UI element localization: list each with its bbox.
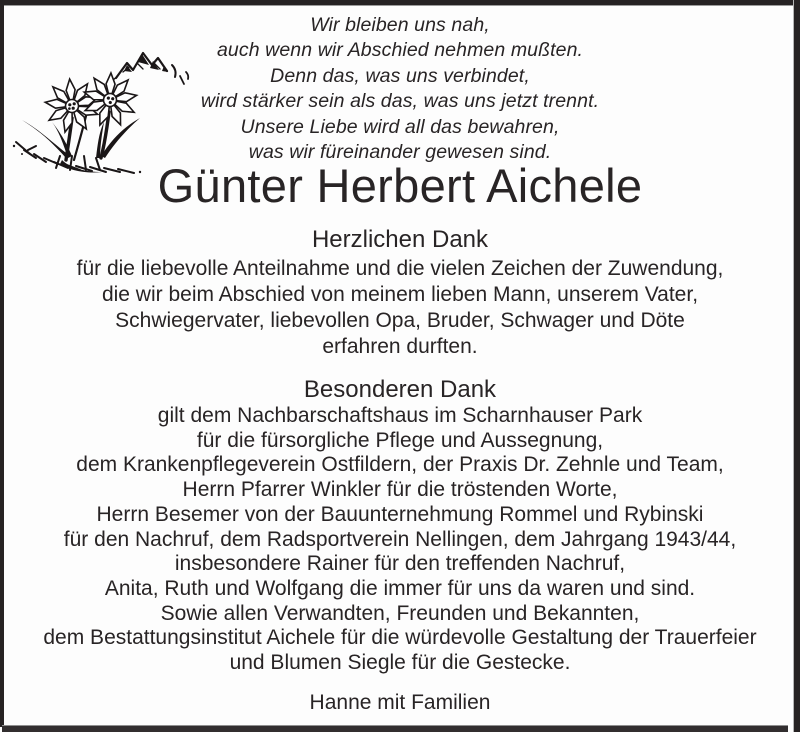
frame-border-bottom <box>2 725 788 732</box>
deceased-name: Günter Herbert Aichele <box>157 159 643 212</box>
paragraph-line: Anita, Ruth und Wolfgang die immer für uns da waren und sind. <box>104 576 696 600</box>
paragraph-line: für den Nachruf, dem Radsportverein Nellingen, dem Jahrgang 1943/44, <box>63 527 737 551</box>
paragraph-line: für die liebevolle Anteilnahme und die vielen Zeichen der Zuwendung, <box>76 257 724 280</box>
mourners-signature: Hanne mit Familien <box>309 691 491 714</box>
poem-line: Wir bleiben uns nah, <box>310 14 490 36</box>
paragraph-line: Herrn Besemer von der Bauunternehmung Rommel und Rybinski <box>96 502 704 526</box>
memorial-poem <box>0 13 800 165</box>
paragraph-line: gilt dem Nachbarschaftshaus im Scharnhauser Park <box>157 404 643 427</box>
paragraph-line: insbesondere Rainer für den treffenden Nachruf, <box>174 552 626 576</box>
paragraph-line: Herrn Pfarrer Winkler für die tröstenden Worte, <box>182 478 618 502</box>
poem-line: auch wenn wir Abschied nehmen mußten. <box>216 39 584 62</box>
frame-border-top <box>0 0 800 6</box>
paragraph-line: erfahren durften. <box>322 335 478 358</box>
paragraph-line: die wir beim Abschied von meinem lieben Mann, unserem Vater, <box>101 283 699 306</box>
section-heading-besonderen-dank: Besonderen Dank <box>303 376 497 403</box>
paragraph-line: für die fürsorgliche Pflege und Aussegnung, <box>196 428 604 452</box>
poem-line: wird stärker sein als das, was uns jetzt trennt. <box>200 90 600 113</box>
thanks-paragraph <box>0 256 800 360</box>
paragraph-line: dem Bestattungsinstitut Aichele für die würdevolle Gestaltung der Trauerfeier <box>43 626 757 650</box>
poem-line: Denn das, was uns verbindet, <box>270 64 530 87</box>
paragraph-line: und Blumen Siegle für die Gestecke. <box>229 651 571 675</box>
paragraph-line: dem Krankenpflegeverein Ostfildern, der Praxis Dr. Zehnle und Team, <box>76 453 724 477</box>
poem-line: Unsere Liebe wird all das bewahren, <box>240 115 560 138</box>
special-thanks-paragraph <box>0 404 800 676</box>
section-heading-herzlichen-dank: Herzlichen Dank <box>311 226 489 253</box>
paragraph-line: Schwiegervater, liebevollen Opa, Bruder, Schwager und Döte <box>115 309 685 332</box>
poem-line: was wir füreinander gewesen sind. <box>248 141 552 164</box>
paragraph-line: Sowie allen Verwandten, Freunden und Bekannten, <box>160 601 640 625</box>
